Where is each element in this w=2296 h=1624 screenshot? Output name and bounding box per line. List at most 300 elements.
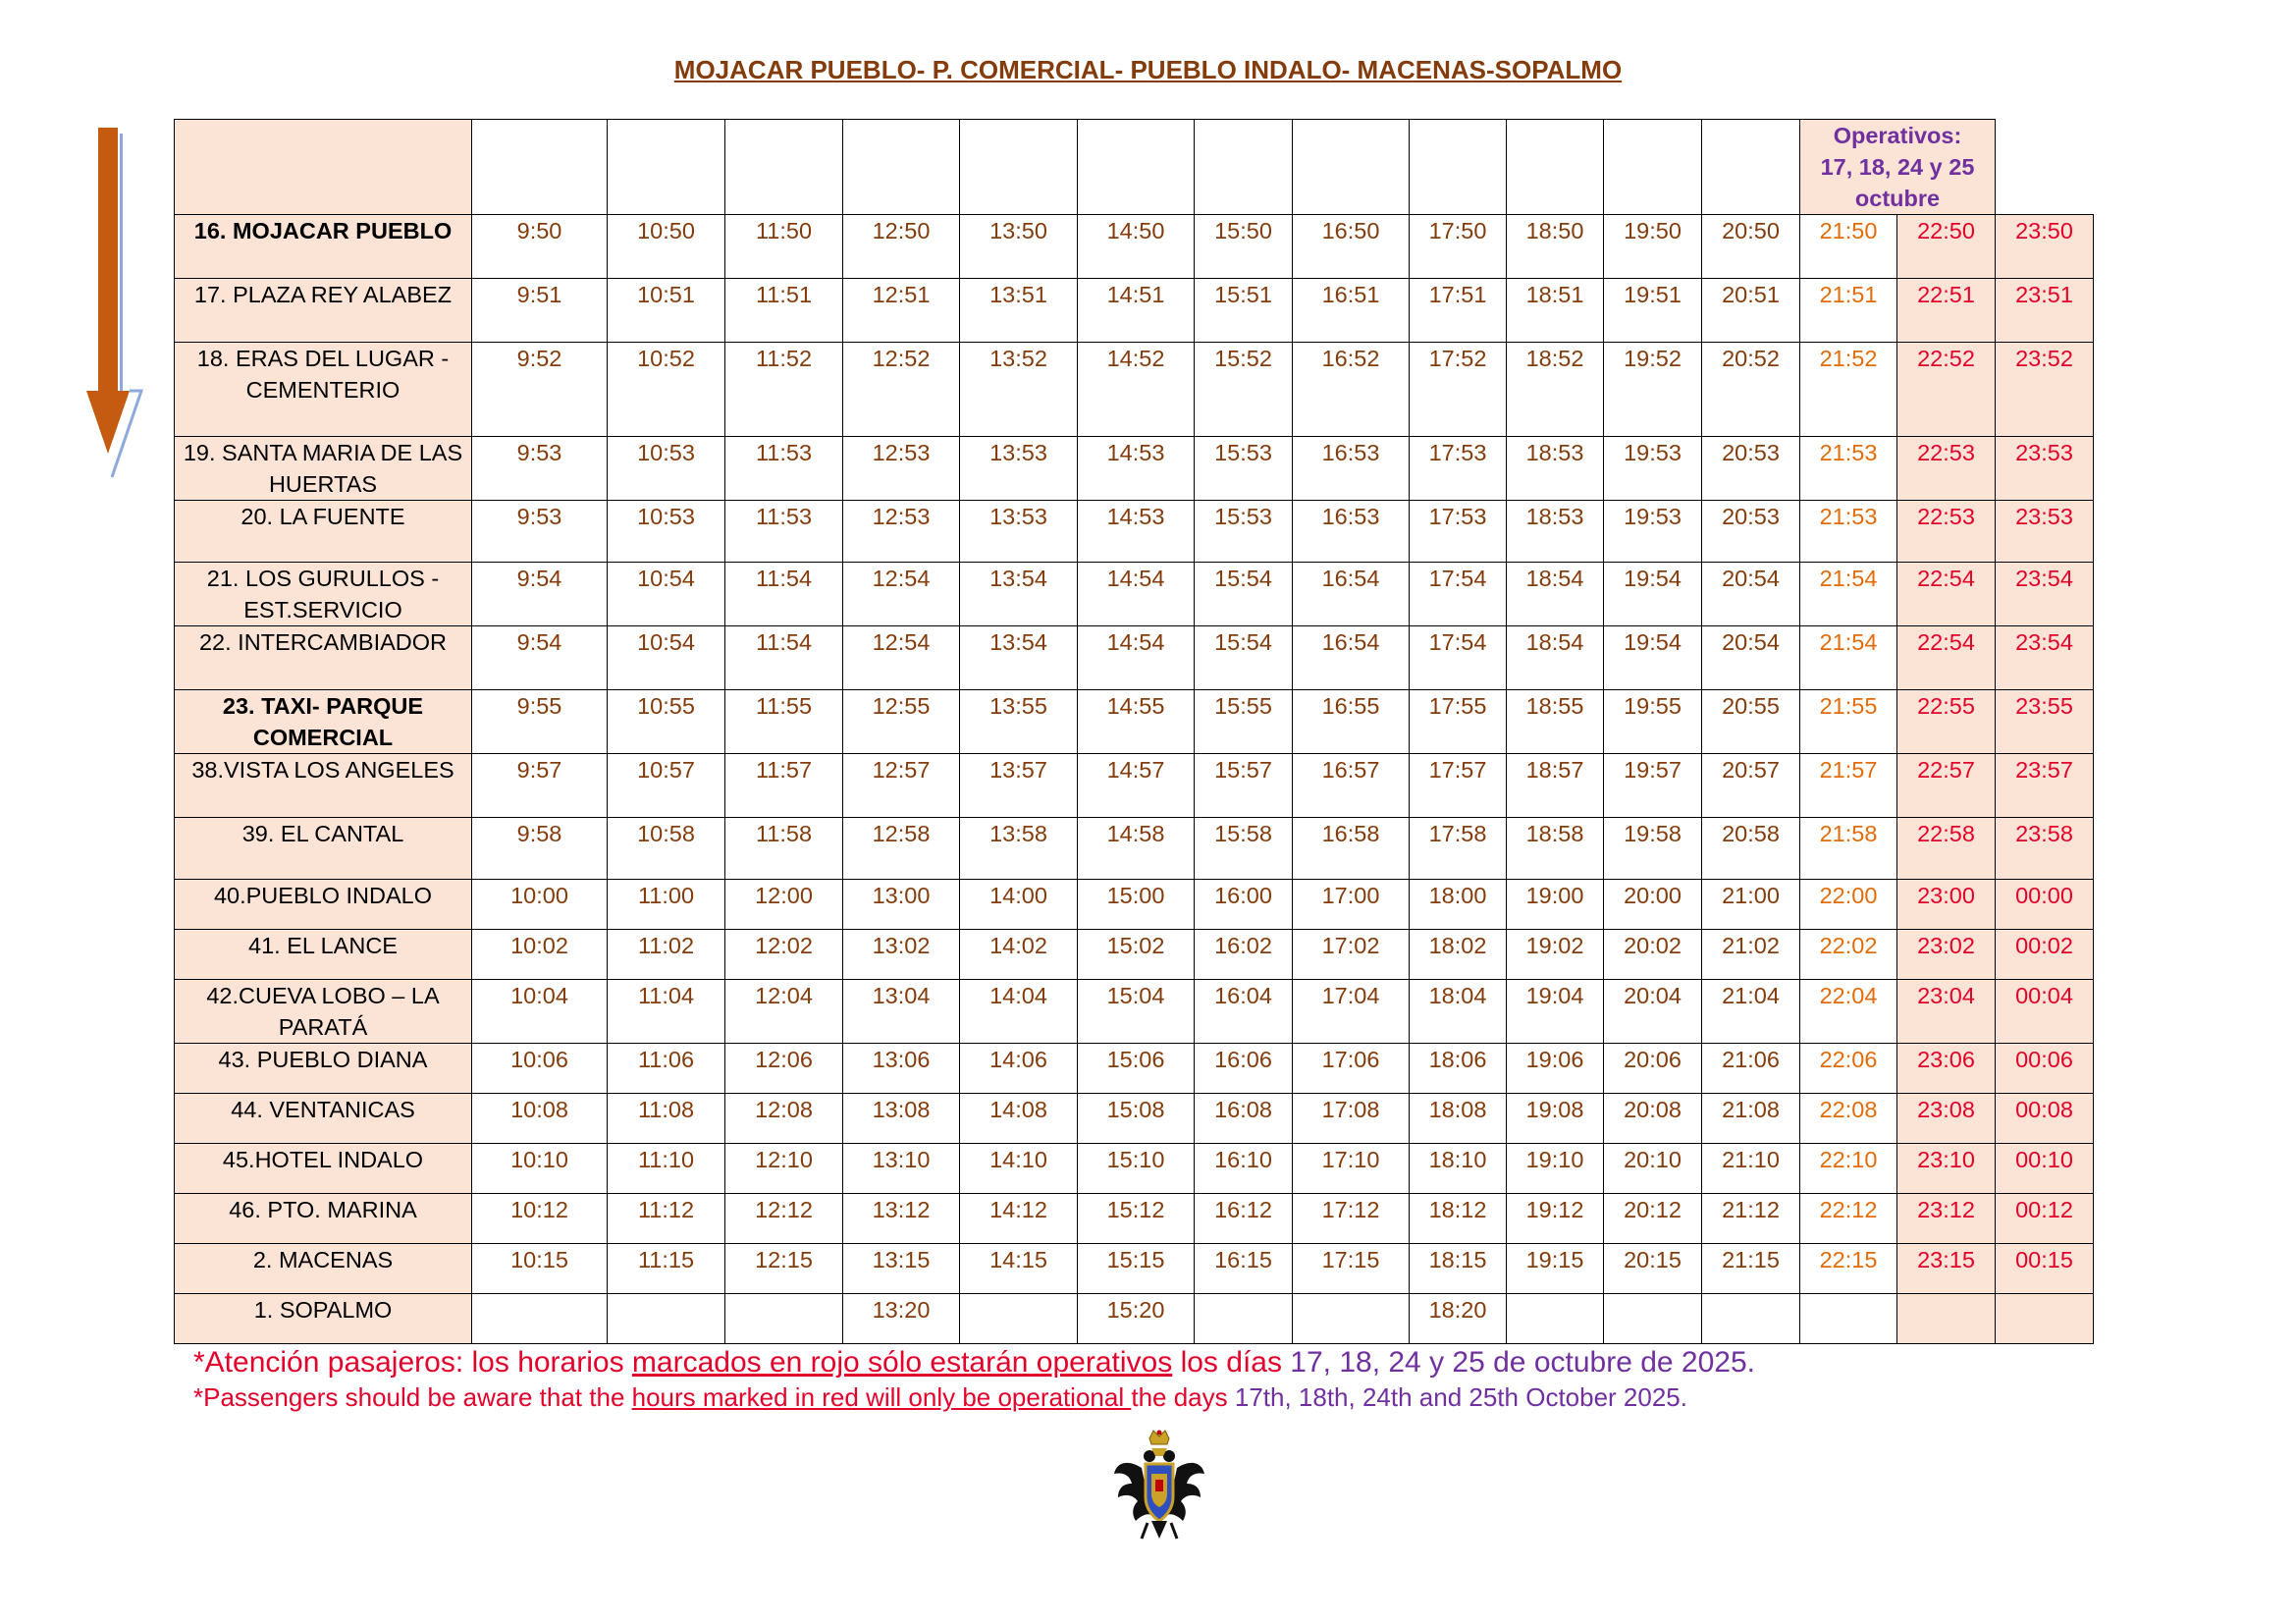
time-cell: 10:08 xyxy=(472,1094,608,1144)
time-cell: 13:04 xyxy=(843,980,960,1044)
time-cell: 23:15 xyxy=(1897,1244,1996,1294)
time-cell: 10:50 xyxy=(608,215,725,279)
note-text: *Atención pasajeros: los horarios xyxy=(193,1346,632,1379)
stop-row xyxy=(175,690,2094,754)
time-cell: 9:51 xyxy=(472,279,608,343)
down-arrow-icon xyxy=(86,128,155,483)
header-cell xyxy=(1702,120,1800,215)
time-cell: 17:00 xyxy=(1293,880,1410,930)
time-cell: 11:00 xyxy=(608,880,725,930)
time-cell: 10:00 xyxy=(472,880,608,930)
notes xyxy=(193,1345,2058,1414)
time-cell: 20:53 xyxy=(1702,501,1800,563)
header-cell xyxy=(1604,120,1702,215)
time-cell: 12:12 xyxy=(725,1194,843,1244)
time-cell: 12:54 xyxy=(843,563,960,626)
time-cell: 17:10 xyxy=(1293,1144,1410,1194)
header-cell xyxy=(960,120,1078,215)
stop-name: 44. VENTANICAS xyxy=(175,1094,472,1144)
time-cell: 12:15 xyxy=(725,1244,843,1294)
time-cell: 22:58 xyxy=(1897,818,1996,880)
time-cell: 11:08 xyxy=(608,1094,725,1144)
time-cell: 23:57 xyxy=(1996,754,2094,818)
stop-row xyxy=(175,563,2094,626)
note-spanish xyxy=(193,1345,2058,1380)
stop-name: 17. PLAZA REY ALABEZ xyxy=(175,279,472,343)
time-cell: 19:53 xyxy=(1604,501,1702,563)
time-cell: 11:10 xyxy=(608,1144,725,1194)
time-cell: 15:06 xyxy=(1078,1044,1195,1094)
time-cell: 18:02 xyxy=(1410,930,1507,980)
time-cell: 11:51 xyxy=(725,279,843,343)
time-cell: 12:08 xyxy=(725,1094,843,1144)
stop-row xyxy=(175,1194,2094,1244)
time-cell: 13:53 xyxy=(960,437,1078,501)
time-cell: 19:53 xyxy=(1604,437,1702,501)
time-cell xyxy=(960,1294,1078,1344)
stop-row xyxy=(175,437,2094,501)
time-cell: 17:53 xyxy=(1410,437,1507,501)
time-cell: 20:12 xyxy=(1604,1194,1702,1244)
header-cell xyxy=(1293,120,1410,215)
time-cell: 14:02 xyxy=(960,930,1078,980)
time-cell: 19:04 xyxy=(1507,980,1604,1044)
time-cell: 19:06 xyxy=(1507,1044,1604,1094)
time-cell: 11:52 xyxy=(725,343,843,437)
time-cell: 17:12 xyxy=(1293,1194,1410,1244)
time-cell: 23:55 xyxy=(1996,690,2094,754)
time-cell: 12:54 xyxy=(843,626,960,690)
time-cell: 14:51 xyxy=(1078,279,1195,343)
time-cell: 20:10 xyxy=(1604,1144,1702,1194)
time-cell: 15:52 xyxy=(1195,343,1293,437)
time-cell: 22:00 xyxy=(1800,880,1897,930)
time-cell: 20:08 xyxy=(1604,1094,1702,1144)
time-cell: 17:58 xyxy=(1410,818,1507,880)
time-cell: 19:57 xyxy=(1604,754,1702,818)
time-cell: 12:58 xyxy=(843,818,960,880)
stop-name: 21. LOS GURULLOS - EST.SERVICIO xyxy=(175,563,472,626)
operativos-line: Operativos: xyxy=(1833,123,1962,148)
time-cell: 23:51 xyxy=(1996,279,2094,343)
stop-name: 39. EL CANTAL xyxy=(175,818,472,880)
time-cell: 11:53 xyxy=(725,501,843,563)
time-cell: 15:54 xyxy=(1195,626,1293,690)
time-cell: 14:58 xyxy=(1078,818,1195,880)
time-cell: 23:02 xyxy=(1897,930,1996,980)
time-cell: 17:53 xyxy=(1410,501,1507,563)
time-cell: 22:08 xyxy=(1800,1094,1897,1144)
time-cell: 13:50 xyxy=(960,215,1078,279)
time-cell: 18:51 xyxy=(1507,279,1604,343)
time-cell: 9:53 xyxy=(472,501,608,563)
time-cell: 20:00 xyxy=(1604,880,1702,930)
time-cell: 10:58 xyxy=(608,818,725,880)
time-cell: 9:54 xyxy=(472,563,608,626)
operativos-line: 17, 18, 24 y 25 xyxy=(1820,154,1975,180)
time-cell: 19:10 xyxy=(1507,1144,1604,1194)
time-cell: 20:52 xyxy=(1702,343,1800,437)
time-cell: 13:02 xyxy=(843,930,960,980)
time-cell: 20:53 xyxy=(1702,437,1800,501)
time-cell: 16:06 xyxy=(1195,1044,1293,1094)
time-cell: 11:54 xyxy=(725,626,843,690)
time-cell: 18:52 xyxy=(1507,343,1604,437)
time-cell: 14:54 xyxy=(1078,626,1195,690)
time-cell: 15:04 xyxy=(1078,980,1195,1044)
time-cell: 9:50 xyxy=(472,215,608,279)
time-cell: 21:53 xyxy=(1800,501,1897,563)
time-cell: 12:02 xyxy=(725,930,843,980)
stop-name: 42.CUEVA LOBO – LA PARATÁ xyxy=(175,980,472,1044)
stop-row xyxy=(175,818,2094,880)
time-cell: 19:54 xyxy=(1604,563,1702,626)
time-cell: 15:20 xyxy=(1078,1294,1195,1344)
time-cell: 16:00 xyxy=(1195,880,1293,930)
time-cell: 22:55 xyxy=(1897,690,1996,754)
time-cell: 18:58 xyxy=(1507,818,1604,880)
time-cell: 12:50 xyxy=(843,215,960,279)
time-cell: 12:04 xyxy=(725,980,843,1044)
time-cell: 23:08 xyxy=(1897,1094,1996,1144)
time-cell: 15:58 xyxy=(1195,818,1293,880)
time-cell: 18:53 xyxy=(1507,437,1604,501)
time-cell: 18:50 xyxy=(1507,215,1604,279)
time-cell: 16:53 xyxy=(1293,501,1410,563)
time-cell: 18:15 xyxy=(1410,1244,1507,1294)
time-cell: 13:58 xyxy=(960,818,1078,880)
time-cell: 18:08 xyxy=(1410,1094,1507,1144)
time-cell: 22:54 xyxy=(1897,626,1996,690)
time-cell: 23:52 xyxy=(1996,343,2094,437)
time-cell: 21:54 xyxy=(1800,626,1897,690)
time-cell: 21:54 xyxy=(1800,563,1897,626)
time-cell: 11:55 xyxy=(725,690,843,754)
stop-name: 1. SOPALMO xyxy=(175,1294,472,1344)
time-cell xyxy=(1507,1294,1604,1344)
time-cell: 12:06 xyxy=(725,1044,843,1094)
time-cell: 9:57 xyxy=(472,754,608,818)
time-cell: 18:12 xyxy=(1410,1194,1507,1244)
stop-row xyxy=(175,754,2094,818)
time-cell: 20:04 xyxy=(1604,980,1702,1044)
time-cell: 10:55 xyxy=(608,690,725,754)
time-cell: 11:04 xyxy=(608,980,725,1044)
time-cell: 17:04 xyxy=(1293,980,1410,1044)
time-cell: 14:50 xyxy=(1078,215,1195,279)
time-cell: 21:58 xyxy=(1800,818,1897,880)
time-cell: 22:50 xyxy=(1897,215,1996,279)
note-english xyxy=(193,1380,2058,1414)
time-cell: 13:06 xyxy=(843,1044,960,1094)
header-cell xyxy=(608,120,725,215)
time-cell: 23:12 xyxy=(1897,1194,1996,1244)
note-underlined: marcados en rojo sólo estarán operativos xyxy=(631,1346,1173,1379)
time-cell: 22:53 xyxy=(1897,437,1996,501)
header-cell xyxy=(1195,120,1293,215)
timetable xyxy=(174,119,2094,1344)
time-cell: 12:52 xyxy=(843,343,960,437)
time-cell: 19:02 xyxy=(1507,930,1604,980)
stop-name: 20. LA FUENTE xyxy=(175,501,472,563)
time-cell: 18:55 xyxy=(1507,690,1604,754)
time-cell: 23:54 xyxy=(1996,563,2094,626)
time-cell: 20:54 xyxy=(1702,626,1800,690)
time-cell: 00:10 xyxy=(1996,1144,2094,1194)
time-cell: 18:00 xyxy=(1410,880,1507,930)
time-cell: 21:52 xyxy=(1800,343,1897,437)
stop-name: 22. INTERCAMBIADOR xyxy=(175,626,472,690)
time-cell xyxy=(725,1294,843,1344)
time-cell: 10:53 xyxy=(608,437,725,501)
stop-row xyxy=(175,1244,2094,1294)
time-cell: 12:53 xyxy=(843,501,960,563)
stop-row xyxy=(175,1144,2094,1194)
time-cell: 23:54 xyxy=(1996,626,2094,690)
time-cell: 20:50 xyxy=(1702,215,1800,279)
time-cell: 13:10 xyxy=(843,1144,960,1194)
stop-name: 19. SANTA MARIA DE LAS HUERTAS xyxy=(175,437,472,501)
time-cell: 10:57 xyxy=(608,754,725,818)
time-cell: 22:02 xyxy=(1800,930,1897,980)
time-cell: 14:53 xyxy=(1078,501,1195,563)
time-cell: 10:04 xyxy=(472,980,608,1044)
time-cell: 9:52 xyxy=(472,343,608,437)
time-cell: 16:08 xyxy=(1195,1094,1293,1144)
header-cell xyxy=(1507,120,1604,215)
time-cell: 13:20 xyxy=(843,1294,960,1344)
time-cell: 18:57 xyxy=(1507,754,1604,818)
time-cell: 00:00 xyxy=(1996,880,2094,930)
time-cell: 14:08 xyxy=(960,1094,1078,1144)
time-cell: 14:10 xyxy=(960,1144,1078,1194)
time-cell: 22:06 xyxy=(1800,1044,1897,1094)
time-cell: 18:06 xyxy=(1410,1044,1507,1094)
time-cell: 20:57 xyxy=(1702,754,1800,818)
time-cell: 16:10 xyxy=(1195,1144,1293,1194)
time-cell: 13:51 xyxy=(960,279,1078,343)
time-cell: 10:02 xyxy=(472,930,608,980)
time-cell: 00:15 xyxy=(1996,1244,2094,1294)
time-cell: 23:10 xyxy=(1897,1144,1996,1194)
time-cell: 11:02 xyxy=(608,930,725,980)
time-cell: 11:12 xyxy=(608,1194,725,1244)
time-cell: 16:15 xyxy=(1195,1244,1293,1294)
time-cell: 13:54 xyxy=(960,626,1078,690)
time-cell: 23:58 xyxy=(1996,818,2094,880)
stop-name: 45.HOTEL INDALO xyxy=(175,1144,472,1194)
time-cell: 21:06 xyxy=(1702,1044,1800,1094)
time-cell: 22:53 xyxy=(1897,501,1996,563)
time-cell: 15:50 xyxy=(1195,215,1293,279)
time-cell: 22:54 xyxy=(1897,563,1996,626)
time-cell: 13:00 xyxy=(843,880,960,930)
time-cell: 9:54 xyxy=(472,626,608,690)
time-cell: 16:52 xyxy=(1293,343,1410,437)
time-cell: 13:57 xyxy=(960,754,1078,818)
time-cell: 23:53 xyxy=(1996,501,2094,563)
time-cell: 16:58 xyxy=(1293,818,1410,880)
time-cell: 00:08 xyxy=(1996,1094,2094,1144)
time-cell: 16:02 xyxy=(1195,930,1293,980)
header-row xyxy=(175,120,2094,215)
time-cell: 18:53 xyxy=(1507,501,1604,563)
time-cell: 20:58 xyxy=(1702,818,1800,880)
time-cell xyxy=(1996,1294,2094,1344)
time-cell: 15:15 xyxy=(1078,1244,1195,1294)
time-cell: 11:53 xyxy=(725,437,843,501)
note-text: *Passengers should be aware that the xyxy=(193,1382,632,1412)
time-cell: 10:51 xyxy=(608,279,725,343)
time-cell xyxy=(472,1294,608,1344)
time-cell: 17:15 xyxy=(1293,1244,1410,1294)
time-cell: 21:51 xyxy=(1800,279,1897,343)
header-cell xyxy=(1410,120,1507,215)
time-cell: 21:10 xyxy=(1702,1144,1800,1194)
time-cell: 13:08 xyxy=(843,1094,960,1144)
time-cell: 20:51 xyxy=(1702,279,1800,343)
stop-name: 38.VISTA LOS ANGELES xyxy=(175,754,472,818)
note-days: 17th, 18th, 24th and 25th October 2025 xyxy=(1234,1382,1681,1412)
time-cell: 23:00 xyxy=(1897,880,1996,930)
time-cell: 15:51 xyxy=(1195,279,1293,343)
note-text: the days xyxy=(1131,1382,1235,1412)
time-cell: 13:55 xyxy=(960,690,1078,754)
time-cell: 15:53 xyxy=(1195,501,1293,563)
time-cell: 21:55 xyxy=(1800,690,1897,754)
header-cell xyxy=(472,120,608,215)
time-cell: 12:57 xyxy=(843,754,960,818)
time-cell: 12:10 xyxy=(725,1144,843,1194)
stop-name: 2. MACENAS xyxy=(175,1244,472,1294)
time-cell: 19:51 xyxy=(1604,279,1702,343)
time-cell: 13:15 xyxy=(843,1244,960,1294)
time-cell: 16:50 xyxy=(1293,215,1410,279)
note-days: 17, 18, 24 y 25 de octubre de 2025 xyxy=(1290,1346,1747,1379)
time-cell: 22:57 xyxy=(1897,754,1996,818)
operativos-header xyxy=(1800,120,1996,215)
time-cell: 18:20 xyxy=(1410,1294,1507,1344)
stop-row xyxy=(175,1294,2094,1344)
time-cell xyxy=(1702,1294,1800,1344)
time-cell: 10:06 xyxy=(472,1044,608,1094)
time-cell: 21:00 xyxy=(1702,880,1800,930)
time-cell: 17:08 xyxy=(1293,1094,1410,1144)
time-cell xyxy=(1800,1294,1897,1344)
time-cell: 16:04 xyxy=(1195,980,1293,1044)
time-cell: 22:51 xyxy=(1897,279,1996,343)
time-cell: 10:12 xyxy=(472,1194,608,1244)
time-cell: 14:15 xyxy=(960,1244,1078,1294)
time-cell: 19:50 xyxy=(1604,215,1702,279)
time-cell xyxy=(1897,1294,1996,1344)
time-cell: 00:06 xyxy=(1996,1044,2094,1094)
time-cell: 11:15 xyxy=(608,1244,725,1294)
time-cell: 21:08 xyxy=(1702,1094,1800,1144)
stop-row xyxy=(175,626,2094,690)
time-cell: 19:12 xyxy=(1507,1194,1604,1244)
time-cell: 16:55 xyxy=(1293,690,1410,754)
time-cell: 11:50 xyxy=(725,215,843,279)
stop-row xyxy=(175,501,2094,563)
time-cell: 11:54 xyxy=(725,563,843,626)
time-cell: 14:55 xyxy=(1078,690,1195,754)
note-end: . xyxy=(1746,1346,1756,1379)
time-cell: 14:06 xyxy=(960,1044,1078,1094)
time-cell xyxy=(1195,1294,1293,1344)
time-cell: 19:55 xyxy=(1604,690,1702,754)
time-cell: 17:06 xyxy=(1293,1044,1410,1094)
time-cell: 14:57 xyxy=(1078,754,1195,818)
time-cell: 15:57 xyxy=(1195,754,1293,818)
time-cell: 11:57 xyxy=(725,754,843,818)
time-cell: 16:51 xyxy=(1293,279,1410,343)
note-text: los días xyxy=(1172,1346,1291,1379)
time-cell: 21:04 xyxy=(1702,980,1800,1044)
time-cell: 16:53 xyxy=(1293,437,1410,501)
stop-row xyxy=(175,930,2094,980)
stop-row xyxy=(175,279,2094,343)
time-cell: 21:53 xyxy=(1800,437,1897,501)
time-cell: 17:02 xyxy=(1293,930,1410,980)
time-cell: 23:53 xyxy=(1996,437,2094,501)
time-cell: 10:53 xyxy=(608,501,725,563)
time-cell: 23:04 xyxy=(1897,980,1996,1044)
time-cell: 15:08 xyxy=(1078,1094,1195,1144)
time-cell: 13:12 xyxy=(843,1194,960,1244)
time-cell: 19:15 xyxy=(1507,1244,1604,1294)
time-cell: 19:00 xyxy=(1507,880,1604,930)
time-cell: 10:54 xyxy=(608,563,725,626)
time-cell: 17:52 xyxy=(1410,343,1507,437)
time-cell: 12:00 xyxy=(725,880,843,930)
time-cell: 14:53 xyxy=(1078,437,1195,501)
time-cell: 17:54 xyxy=(1410,626,1507,690)
time-cell: 20:15 xyxy=(1604,1244,1702,1294)
time-cell: 14:12 xyxy=(960,1194,1078,1244)
time-cell: 15:00 xyxy=(1078,880,1195,930)
stop-name: 43. PUEBLO DIANA xyxy=(175,1044,472,1094)
time-cell: 12:55 xyxy=(843,690,960,754)
time-cell: 19:54 xyxy=(1604,626,1702,690)
time-cell: 18:54 xyxy=(1507,626,1604,690)
time-cell: 20:02 xyxy=(1604,930,1702,980)
stop-name: 18. ERAS DEL LUGAR - CEMENTERIO xyxy=(175,343,472,437)
time-cell: 00:02 xyxy=(1996,930,2094,980)
stop-row xyxy=(175,343,2094,437)
time-cell: 23:50 xyxy=(1996,215,2094,279)
time-cell: 12:53 xyxy=(843,437,960,501)
time-cell: 19:52 xyxy=(1604,343,1702,437)
time-cell: 20:54 xyxy=(1702,563,1800,626)
stop-name: 46. PTO. MARINA xyxy=(175,1194,472,1244)
time-cell: 11:58 xyxy=(725,818,843,880)
time-cell: 20:06 xyxy=(1604,1044,1702,1094)
time-cell: 13:54 xyxy=(960,563,1078,626)
stop-row xyxy=(175,215,2094,279)
time-cell: 15:02 xyxy=(1078,930,1195,980)
time-cell: 16:12 xyxy=(1195,1194,1293,1244)
note-underlined: hours marked in red will only be operational xyxy=(631,1382,1132,1412)
time-cell: 14:52 xyxy=(1078,343,1195,437)
time-cell: 12:51 xyxy=(843,279,960,343)
header-cell xyxy=(725,120,843,215)
time-cell: 00:12 xyxy=(1996,1194,2094,1244)
time-cell: 14:00 xyxy=(960,880,1078,930)
stop-row xyxy=(175,980,2094,1044)
time-cell: 22:52 xyxy=(1897,343,1996,437)
stop-row xyxy=(175,1094,2094,1144)
